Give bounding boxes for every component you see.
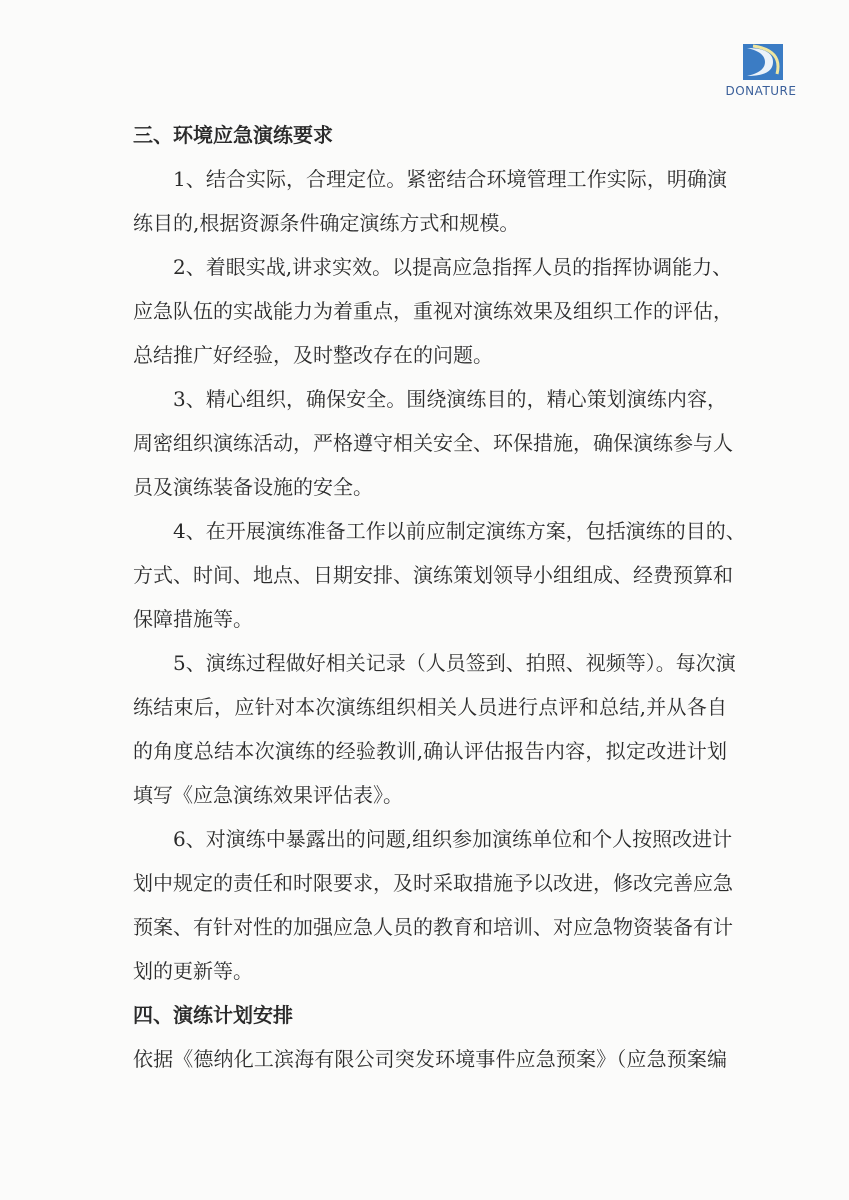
- paragraph-line: 5、演练过程做好相关记录（人员签到、拍照、视频等）。每次演: [173, 651, 736, 675]
- paragraph-line: 练目的,根据资源条件确定演练方式和规模。: [133, 211, 520, 235]
- paragraph-line: 依据《德纳化工滨海有限公司突发环境事件应急预案》（应急预案编: [133, 1047, 727, 1071]
- paragraph-line: 方式、时间、地点、日期安排、演练策划领导小组组成、经费预算和: [133, 563, 733, 587]
- paragraph-line: 练结束后，应针对本次演练组织相关人员进行点评和总结,并从各自: [133, 695, 727, 719]
- paragraph-line: 3、精心组织，确保安全。围绕演练目的，精心策划演练内容，: [173, 387, 727, 411]
- paragraph-line: 4、在开展演练准备工作以前应制定演练方案，包括演练的目的、: [173, 519, 746, 543]
- section-heading: 三、环境应急演练要求: [133, 123, 333, 147]
- section-heading: 四、演练计划安排: [133, 1003, 293, 1027]
- paragraph-line: 6、对演练中暴露出的问题,组织参加演练单位和个人按照改进计: [173, 827, 733, 851]
- paragraph-line: 预案、有针对性的加强应急人员的教育和培训、对应急物资装备有计: [133, 915, 733, 939]
- paragraph-line: 的角度总结本次演练的经验教训,确认评估报告内容，拟定改进计划: [133, 739, 727, 763]
- paragraph-line: 划的更新等。: [133, 959, 253, 983]
- paragraph-line: 应急队伍的实战能力为着重点，重视对演练效果及组织工作的评估，: [133, 299, 733, 323]
- company-logo: [716, 44, 806, 102]
- paragraph-line: 周密组织演练活动，严格遵守相关安全、环保措施，确保演练参与人: [133, 431, 733, 455]
- logo-mark-icon: [743, 44, 783, 80]
- logo-wordmark: DONATURE: [725, 84, 797, 98]
- paragraph-line: 2、着眼实战,讲求实效。以提高应急指挥人员的指挥协调能力、: [173, 255, 733, 279]
- paragraph-line: 总结推广好经验，及时整改存在的问题。: [133, 343, 493, 367]
- paragraph-line: 填写《应急演练效果评估表》。: [133, 783, 403, 807]
- document-body: [133, 120, 746, 1088]
- paragraph-line: 划中规定的责任和时限要求，及时采取措施予以改进，修改完善应急: [133, 871, 733, 895]
- paragraph-line: 保障措施等。: [133, 607, 253, 631]
- paragraph-line: 员及演练装备设施的安全。: [133, 475, 373, 499]
- paragraph-line: 1、结合实际，合理定位。紧密结合环境管理工作实际，明确演: [173, 167, 727, 191]
